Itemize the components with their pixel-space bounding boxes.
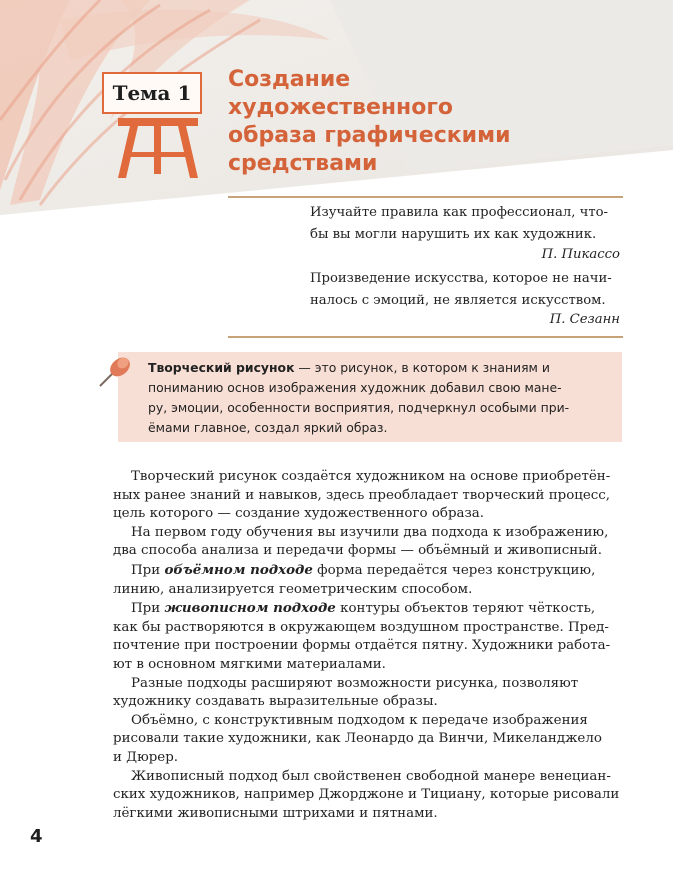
chapter-title-line: средствами — [228, 151, 378, 176]
body-line: Разные подходы расширяют возможности рисунка, позволяют — [131, 675, 579, 691]
body-line: Живописный подход был свойственен свободной манере венециан- — [131, 768, 611, 784]
epigraph-quote-1 — [310, 202, 620, 246]
body-line: и Дюрер. — [113, 749, 179, 765]
definition-line: пониманию основ изображения художник добавил свою мане- — [148, 380, 562, 395]
epigraph-author-1: П. Пикассо — [541, 247, 620, 262]
definition-line — [148, 358, 598, 378]
epigraph-bottom-rule — [228, 336, 623, 338]
epigraph-author-2: П. Сезанн — [549, 312, 620, 327]
body-line: ных ранее знаний и навыков, здесь преобладает творческий процесс, — [113, 487, 611, 503]
definition-line: ру, эмоции, особенности восприятия, подчеркнул особыми при- — [148, 400, 570, 415]
chapter-title-line: образа графическими — [228, 123, 511, 148]
body-line: ских художников, например Джорджоне и Тициану, которые рисовали — [113, 787, 620, 803]
body-line — [113, 561, 625, 581]
body-line: ют в основном мягкими материалами. — [113, 656, 386, 672]
topic-badge: Тема 1 — [102, 72, 202, 114]
body-fragment: форма передаётся через конструкцию, — [312, 562, 596, 578]
definition-line: ёмами главное, создал яркий образ. — [148, 420, 388, 435]
definition-line-rest: — это рисунок, в котором к знаниям и — [294, 360, 550, 375]
easel-icon — [112, 112, 202, 182]
term-volumetric-approach: объёмном подходе — [164, 561, 313, 578]
epigraph-top-rule — [228, 196, 623, 198]
body-line: почтение при построении формы отдаётся пятну. Художники работа- — [113, 638, 611, 654]
body-line: цель которого — создание художественного образа. — [113, 506, 485, 522]
epigraph-line: Произведение искусства, которое не начи- — [310, 271, 612, 286]
epigraph-quote-2 — [310, 268, 620, 312]
definition-term: Творческий рисунок — [148, 360, 295, 375]
body-line — [113, 599, 625, 619]
pushpin-icon — [96, 352, 136, 392]
body-line: художнику создавать выразительные образы. — [113, 694, 438, 710]
body-text — [113, 468, 625, 823]
epigraph-line: налось с эмоций, не является искусством. — [310, 293, 606, 308]
body-line: как бы растворяются в окружающем воздушном пространстве. Пред- — [113, 619, 609, 635]
body-line: На первом году обучения вы изучили два подхода к изображению, — [131, 524, 609, 540]
chapter-title-line: Создание художественного — [228, 67, 453, 120]
term-painterly-approach: живописном подходе — [164, 600, 336, 617]
body-fragment: При — [131, 562, 165, 578]
definition-text — [148, 358, 598, 438]
body-line: линию, анализируется геометрическим способом. — [113, 581, 473, 597]
page-number: 4 — [30, 826, 43, 847]
body-line: два способа анализа и передачи формы — объёмный и живописный. — [113, 543, 603, 559]
body-line: Творческий рисунок создаётся художником на основе приобретён- — [131, 469, 611, 484]
chapter-title — [228, 66, 548, 178]
epigraph-line: Изучайте правила как профессионал, что- — [310, 205, 609, 220]
body-fragment: контуры объектов теряют чёткость, — [335, 601, 596, 617]
body-line: рисовали такие художники, как Леонардо да Винчи, Микеланджело — [113, 731, 602, 747]
body-line: Объёмно, с конструктивным подходом к передаче изображения — [131, 712, 588, 728]
body-line: лёгкими живописными штрихами и пятнами. — [113, 805, 438, 821]
epigraph-line: бы вы могли нарушить их как художник. — [310, 227, 597, 242]
body-fragment: При — [131, 601, 165, 617]
